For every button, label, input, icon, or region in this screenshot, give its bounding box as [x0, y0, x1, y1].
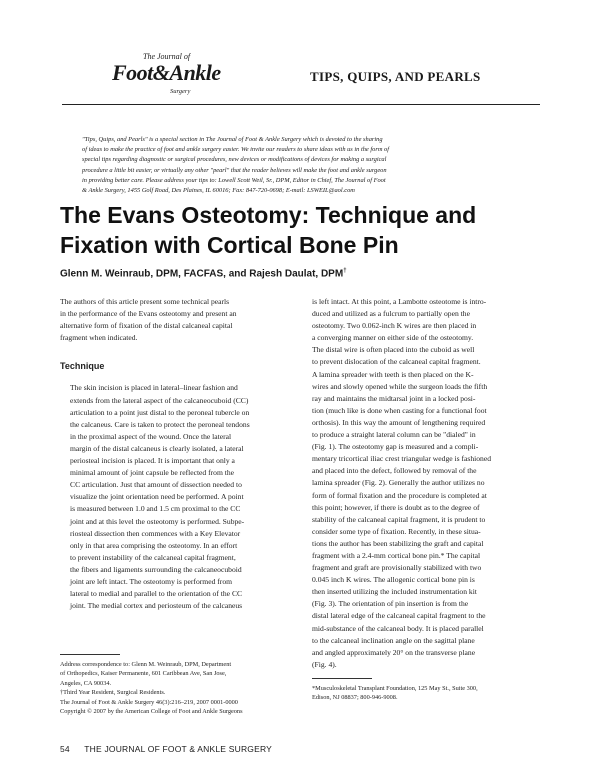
text-line: joint and at this level the osteotomy is performed. Subpe- [70, 516, 245, 526]
footnote-line: Address correspondence to: Glenn M. Weinraub, DPM, Department [60, 661, 232, 668]
footnote-divider [312, 678, 372, 679]
text-line: tions the author has been stabilizing the graft and capital [312, 538, 484, 548]
text-line: to the calcaneal inclination angle on the sagittal plane [312, 635, 475, 645]
text-line: fragment when indicated. [60, 333, 138, 343]
header-divider [62, 104, 540, 105]
text-line: joint are left intact. The osteotomy is performed from [70, 576, 233, 586]
text-line: 0.045 inch K wires. The allogenic cortical bone pin is [312, 575, 475, 585]
footnote-line: The Journal of Foot & Ankle Surgery 46(3):216–219, 2007 0001-0000 [60, 698, 238, 706]
text-line: (Fig. 1). The osteotomy gap is measured and a compli- [312, 442, 479, 452]
intro-line: special tips regarding diagnostic or surgical procedures, new devices or modifications of devices for making a surgical [82, 156, 387, 164]
text-line: mentary tricortical iliac crest triangular wedge is fashioned [312, 454, 492, 464]
authors-text: Glenn M. Weinraub, DPM, FACFAS, and Rajesh Daulat, DPM [60, 268, 344, 280]
footer-journal-name: THE JOURNAL OF FOOT & ANKLE SURGERY [84, 744, 273, 754]
text-line: lamina spreader (Fig. 2). Generally the author utilizes no [312, 478, 485, 488]
text-line: riosteal dissection then commences with a Key Elevator [70, 528, 241, 538]
intro-line: & Ankle Surgery, 1455 Golf Road, Des Plaines, IL 60016; Fax: 847-720-0698; E-mail: LSWEIL@aol.com [82, 187, 355, 195]
text-line: (Fig. 4). [312, 659, 337, 669]
body-paragraph [60, 382, 288, 612]
text-line: to prevent dislocation of the calcaneal capital fragment. [312, 357, 481, 367]
page-number: 54 [60, 744, 70, 754]
journal-logo: Foot&Ankle [112, 60, 221, 85]
text-line: lateral to medial and parallel to the orientation of the CC [70, 589, 243, 599]
text-line: mid-substance of the calcaneal body. It is placed parallel [312, 623, 484, 633]
text-line: only in that area comprising the osteotomy. In an effort [70, 540, 238, 550]
article-title-line: Fixation with Cortical Bone Pin [60, 232, 399, 258]
text-line: consider some type of fixation. Recently, in these situa- [312, 526, 481, 536]
journal-logo-small-text: The Journal of [143, 52, 191, 61]
text-line: ray and maintains the midtarsal joint in a locked posi- [312, 393, 476, 403]
text-line: fragment with a 2.4-mm cortical bone pin.* The capital [312, 550, 481, 560]
text-line: then inserted utilizing the included instrumentation kit [312, 587, 477, 597]
text-line: minimal amount of joint capsule be reflected from the [70, 468, 235, 478]
section-title: TIPS, QUIPS, AND PEARLS [310, 69, 481, 84]
text-line: this point; however, if there is doubt as to the degree of [312, 502, 480, 512]
text-line: margin of the distal calcaneus is clearly isolated, a lateral [70, 443, 244, 453]
text-line: distal lateral edge of the calcaneal capital fragment to the [312, 611, 486, 621]
text-line: is measured between 1.0 and 1.5 cm proximal to the CC [70, 504, 241, 514]
authors-footnote-mark: † [343, 268, 347, 274]
text-line: The authors of this article present some technical pearls [60, 297, 230, 306]
text-line: The distal wire is often placed into the cuboid as well [312, 345, 475, 355]
text-line: the fibers and ligaments surrounding the calcaneocuboid [70, 564, 242, 574]
footnote-line: Angeles, CA 90034. [60, 679, 112, 687]
text-line: a converging manner on either side of the osteotomy. [312, 333, 474, 343]
text-line: tion (much like is done when casting for a functional foot [312, 405, 487, 415]
text-line: stability of the calcaneal capital fragment, it is prudent to [312, 514, 486, 524]
text-line: joint. The medial cortex and periosteum of the calcaneus [70, 601, 243, 611]
text-line: orthosis). In this way the amount of lengthening required [312, 417, 486, 427]
text-line: to prevent instability of the calcaneal capital fragment, [70, 552, 236, 562]
text-line: periosteal incision is placed. It is important that only a [70, 456, 235, 466]
section-heading: Technique [60, 361, 105, 372]
text-line: and angled approximately 20° on the transverse plane [312, 647, 476, 657]
article-title [60, 200, 550, 260]
text-line: CC articulation. Just that amount of dissection needed to [70, 480, 242, 490]
text-line: extends from the lateral aspect of the calcaneocuboid (CC) [70, 395, 249, 405]
text-line: alternative form of fixation of the distal calcaneal capital [60, 321, 233, 331]
text-line: The skin incision is placed in lateral–linear fashion and [70, 383, 238, 393]
intro-paragraph [60, 296, 288, 344]
left-footnotes [60, 660, 290, 716]
left-column [60, 296, 288, 612]
text-line: form of formal fixation and the procedure is completed at [312, 490, 487, 500]
intro-line: of ideas to make the practice of foot and ankle surgery easier. We invite our readers to share ideas with us in the form of [82, 146, 390, 154]
footnote-line: †Third Year Resident, Surgical Residents. [60, 689, 166, 697]
text-line: duced and utilized as a fulcrum to partially open the [312, 309, 470, 319]
right-footnotes [312, 684, 542, 703]
intro-line: procedure a little bit easier, or virtually any other "pearl" that the reader believes will make the foot and ankle surgeon [82, 166, 387, 174]
page-footer [60, 744, 272, 754]
footnote-line: of Orthopedics, Kaiser Permanente, 601 Caribbean Ave, San Jose, [60, 670, 227, 678]
text-line: fragment and graft are provisionally stabilized with two [312, 563, 482, 573]
text-line: osteotomy. Two 0.062-inch K wires are then placed in [312, 321, 477, 331]
footnote-line: *Musculoskeletal Transplant Foundation, 125 May St., Suite 300, [312, 685, 478, 692]
text-line: visualize the joint orientation need be performed. A point [70, 492, 244, 502]
text-line: A lamina spreader with teeth is then placed on the K- [312, 369, 474, 379]
journal-logo-subtitle: Surgery [170, 88, 191, 95]
text-line: in the performance of the Evans osteotomy and present an [60, 309, 237, 319]
right-column [312, 296, 540, 671]
footnote-divider [60, 654, 120, 655]
article-authors [60, 268, 347, 279]
section-intro [82, 135, 522, 196]
footnote-line: Edison, NJ 08837; 800-946-9008. [312, 694, 398, 702]
footnote-line: Copyright © 2007 by the American College of Foot and Ankle Surgeons [60, 708, 243, 716]
intro-line: in providing better care. Please address your tips to: Lowell Scott Weil, Sr., DPM, Editor in Chief, The Journal of Foot [82, 176, 386, 184]
text-line: wires and slowly opened while the surgeon loads the fifth [312, 381, 488, 391]
text-line: the calcaneus. Care is taken to protect the peroneal tendons [70, 419, 250, 429]
text-line: articulation to a point just distal to the peroneal tubercle on [70, 407, 250, 417]
text-line: and placed into the defect, followed by removal of the [312, 466, 477, 476]
text-line: to produce a straight lateral column can be "dialed" in [312, 430, 476, 440]
intro-line: "Tips, Quips, and Pearls" is a special section in The Journal of Foot & Ankle Surgery which is devoted to the sharing [82, 136, 383, 143]
text-line: (Fig. 3). The orientation of pin insertion is from the [312, 599, 469, 609]
text-line: in the proximal aspect of the wound. Once the lateral [70, 431, 232, 441]
article-title-line: The Evans Osteotomy: Technique and [60, 202, 477, 228]
text-line: is left intact. At this point, a Lambotte osteotome is intro- [312, 297, 487, 306]
